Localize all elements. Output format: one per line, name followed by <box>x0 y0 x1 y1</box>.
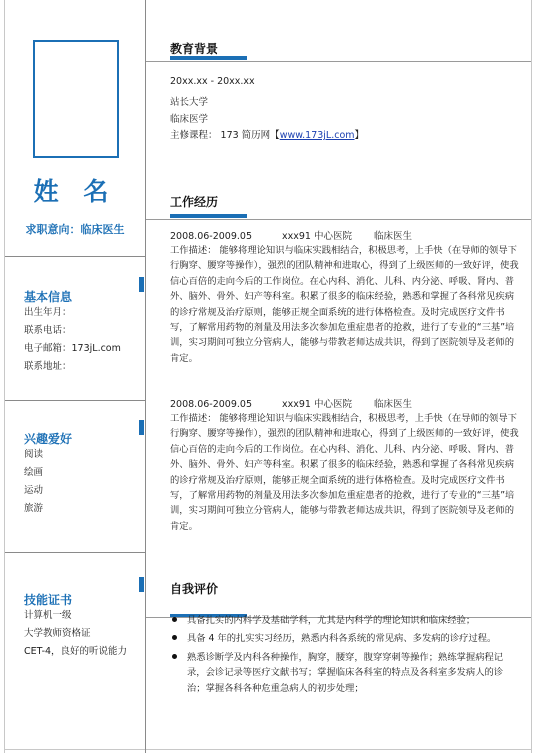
self-eval-text: 具备 4 年的扎实实习经历，熟悉内科各系统的常见病、多发病的诊疗过程。 <box>187 633 497 645</box>
education-period: 20xx.xx - 20xx.xx <box>170 76 255 87</box>
section-divider <box>146 61 531 62</box>
self-eval-item <box>170 650 520 696</box>
courses-prefix: 主修课程： 173 简历网【 <box>170 130 280 141</box>
hobbies-title: 兴趣爱好 <box>24 432 73 446</box>
basic-info-marker <box>139 277 144 292</box>
job-position: 临床医生 <box>373 399 412 410</box>
education-title: 教育背景 <box>170 42 219 56</box>
self-eval-list <box>170 613 520 699</box>
self-eval-item <box>170 613 520 628</box>
candidate-name: 姓 名 <box>33 177 117 206</box>
left-divider <box>5 552 145 553</box>
job-header <box>170 228 412 242</box>
bullet-icon <box>172 635 177 640</box>
work-title-bar <box>170 214 247 218</box>
self-eval-text: 熟悉诊断学及内科各种操作，胸穿，腰穿，腹穿穿刺等操作；熟练掌握病程记录，会诊记录等医疗文献书写；掌握临床各科室的特点及各科室多发病人的诊治；掌握各科各种危重急病人的初步处理； <box>187 651 504 694</box>
hobby-item: 阅读 <box>24 449 44 460</box>
section-divider <box>146 219 531 220</box>
job-period: 2008.06-2009.05 <box>170 231 252 242</box>
hobby-item: 绘画 <box>24 467 44 478</box>
self-eval-text: 具备扎实的内科学及基础学科，尤其是内科学的理论知识和临床经验； <box>187 615 476 626</box>
education-major: 临床医学 <box>170 114 209 125</box>
skill-item: CET-4，良好的听说能力 <box>24 646 128 657</box>
job-position: 临床医生 <box>373 231 412 242</box>
skills-title: 技能证书 <box>24 593 73 607</box>
basic-info-item: 联系电话： <box>24 325 72 336</box>
job-description: 工作描述： 能够将理论知识与临床实践相结合，积极思考，上手快（在导师的领导下行胸穿、腰穿等操作），强烈的团队精神和进取心，得到了上级医师的一致好评，使我信心百倍的走向今后的工作岗位。在心内科、消化、儿科、内分泌、呼吸、肾内、普外、脑外、骨外、妇产等科室。积累了很多的临床经验，熟悉和掌握了各科常见疾病的诊疗常规及治疗原则，能够正规全面系统的进行体格检查。及时完成医疗文件书写，了解常用药物的剂量及用法多次参加危重症患者的抢救，进行了专业的“三基”培训，实习期间可独立分管病人，能够与带教老师达成共识，得到了医院领导及老师的肯定。 <box>170 245 519 364</box>
photo-placeholder <box>33 40 119 158</box>
education-courses <box>170 127 364 141</box>
bullet-icon <box>172 617 177 622</box>
courses-link[interactable]: www.173jL.com <box>279 130 355 141</box>
basic-info-item: 联系地址： <box>24 361 72 372</box>
job-description: 工作描述： 能够将理论知识与临床实践相结合，积极思考，上手快（在导师的领导下行胸穿、腰穿等操作），强烈的团队精神和进取心，得到了上级医师的一致好评，使我信心百倍的走向今后的工作岗位。在心内科、消化、儿科、内分泌、呼吸、肾内、普外、脑外、骨外、妇产等科室。积累了很多的临床经验，熟悉和掌握了各科常见疾病的诊疗常规及治疗原则，能够正规全面系统的进行体格检查。及时完成医疗文件书写，了解常用药物的剂量及用法多次参加危重症患者的抢救，进行了专业的“三基”培训，实习期间可独立分管病人，能够与带教老师达成共识，得到了医院领导及老师的肯定。 <box>170 413 519 532</box>
page-border-left <box>4 0 5 753</box>
courses-suffix: 】 <box>354 130 365 141</box>
job-company: xxx91 中心医院 <box>282 399 352 410</box>
skill-item: 计算机一级 <box>24 610 72 621</box>
left-divider <box>5 256 145 257</box>
column-divider <box>145 0 146 753</box>
basic-info-title: 基本信息 <box>24 290 73 304</box>
bullet-icon <box>172 654 177 659</box>
page-border-right <box>531 0 532 753</box>
education-school: 站长大学 <box>170 97 209 108</box>
job-company: xxx91 中心医院 <box>282 231 352 242</box>
education-title-bar <box>170 56 247 60</box>
self-eval-item <box>170 631 520 646</box>
work-title: 工作经历 <box>170 195 219 209</box>
self-eval-title: 自我评价 <box>170 582 219 596</box>
job-header <box>170 396 412 410</box>
skill-item: 大学教师资格证 <box>24 628 91 639</box>
hobbies-marker <box>139 420 144 435</box>
job-period: 2008.06-2009.05 <box>170 399 252 410</box>
skills-marker <box>139 577 144 592</box>
basic-info-item: 电子邮箱：173jL.com <box>24 343 121 354</box>
page-border-bottom <box>4 749 532 750</box>
hobby-item: 旅游 <box>24 503 44 514</box>
hobby-item: 运动 <box>24 485 44 496</box>
left-divider <box>5 400 145 401</box>
job-intent: 求职意向：临床医生 <box>25 223 125 236</box>
basic-info-item: 出生年月： <box>24 307 72 318</box>
